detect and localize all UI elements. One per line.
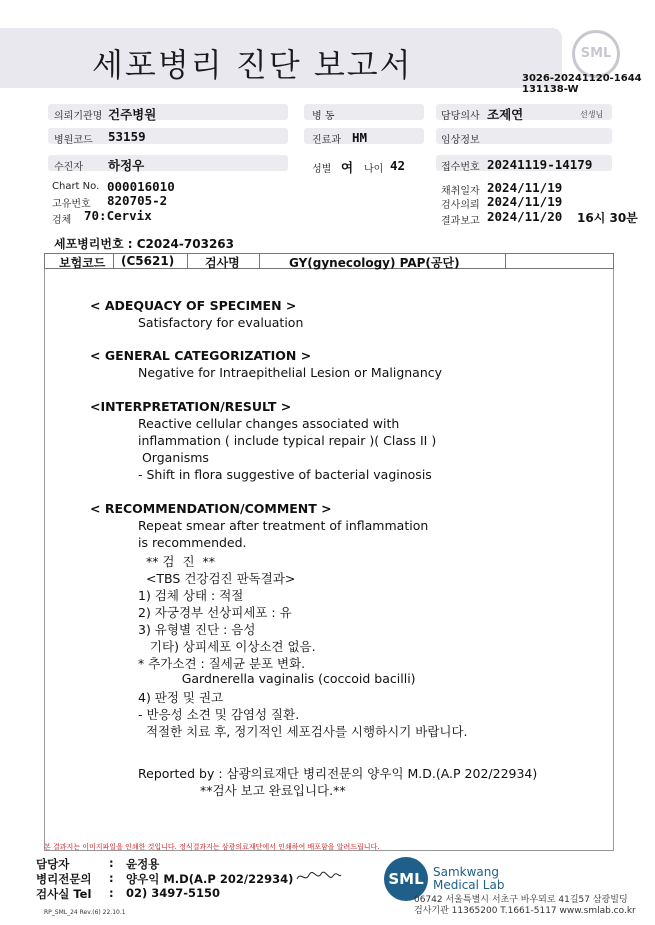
institution-label: 의뢰기관명 bbox=[54, 111, 103, 122]
adequacy-header: < ADEQUACY OF SPECIMEN > bbox=[90, 298, 297, 313]
dept-label: 진료과 bbox=[312, 135, 341, 146]
lab-name-line-1: Samkwang bbox=[433, 865, 499, 879]
specimen-value: 70:Cervix bbox=[84, 208, 152, 223]
reported-by: Reported by : 삼광의료재단 병리전문의 양우익 M.D.(A.P 202/22934) bbox=[138, 766, 538, 781]
recommendation-line: 3) 유형별 진단 : 음성 bbox=[138, 622, 256, 637]
recommendation-line: 4) 판정 및 권고 bbox=[138, 690, 224, 705]
tel-label: 검사실 Tel bbox=[36, 887, 92, 901]
report-title: 세포병리 진단 보고서 bbox=[92, 46, 413, 84]
recommendation-line: 2) 자궁경부 선상피세포 : 유 bbox=[138, 605, 292, 620]
document-code-line-1: 3026-20241120-1644 bbox=[522, 73, 642, 84]
general-text: Negative for Intraepithelial Lesion or Malignancy bbox=[138, 365, 443, 380]
pathologist-label: 병리전문의 bbox=[36, 872, 92, 886]
document-code-line-2: 131138-W bbox=[522, 84, 579, 95]
address-line: 06742 서울특별시 서초구 바우뫼로 41길57 삼광빌딩 bbox=[414, 895, 628, 905]
interpretation-line: inflammation ( include typical repair )( Class II ) bbox=[138, 433, 437, 448]
uid-label: 고유번호 bbox=[52, 199, 91, 210]
age-value: 42 bbox=[390, 158, 406, 173]
lab-address bbox=[414, 895, 636, 917]
doctor-value: 조제연 bbox=[487, 107, 524, 122]
ward-label: 병 동 bbox=[312, 111, 335, 122]
age-label: 나이 bbox=[364, 164, 384, 175]
report-date-label: 결과보고 bbox=[441, 216, 480, 227]
pathologist-value: 양우익 M.D(A.P 202/22934) bbox=[126, 872, 294, 886]
sml-footer-logo-icon: SML bbox=[384, 857, 428, 901]
form-code: RP_SML_24 Rev.(6) 22.10.1 bbox=[44, 909, 126, 916]
signature-icon bbox=[295, 869, 343, 885]
divider bbox=[259, 254, 260, 268]
request-label: 검사의뢰 bbox=[441, 200, 480, 211]
test-name-label: 검사명 bbox=[205, 256, 240, 270]
sex-value: 여 bbox=[341, 160, 354, 175]
sex-label: 성별 bbox=[312, 164, 332, 175]
specimen-label: 검체 bbox=[52, 215, 72, 226]
lab-name-line-2: Medical Lab bbox=[433, 878, 505, 892]
recommendation-line: * 추가소견 : 질세균 분포 변화. bbox=[138, 656, 306, 671]
divider bbox=[113, 254, 114, 268]
recommendation-line: ** 검 진 ** bbox=[138, 554, 215, 569]
patient-pill bbox=[48, 155, 288, 171]
completion-note: **검사 보고 완료입니다.** bbox=[200, 783, 346, 798]
recommendation-line: 1) 검체 상태 : 적절 bbox=[138, 588, 244, 603]
patient-label: 수진자 bbox=[54, 162, 83, 173]
patient-value: 하정우 bbox=[108, 158, 145, 173]
collect-value: 2024/11/19 bbox=[487, 180, 563, 195]
interpretation-line: - Shift in flora suggestive of bacterial vaginosis bbox=[138, 467, 432, 482]
recommendation-line: Gardnerella vaginalis (coccoid bacilli) bbox=[138, 671, 416, 686]
person-value: 윤정용 bbox=[126, 857, 160, 871]
report-date-value: 2024/11/20 bbox=[487, 209, 563, 224]
interpretation-header: <INTERPRETATION/RESULT > bbox=[90, 399, 292, 414]
recommendation-line: <TBS 건강검진 판독결과> bbox=[138, 571, 296, 586]
doctor-suffix: 선생님 bbox=[580, 110, 604, 119]
agency-line: 검사기관 11365200 T.1661-5117 www.smlab.co.kr bbox=[414, 906, 636, 916]
chart-value: 000016010 bbox=[107, 179, 175, 194]
receipt-label: 접수번호 bbox=[441, 162, 480, 173]
pathology-number: 세포병리번호 : C2024-703263 bbox=[54, 237, 234, 251]
lab-name bbox=[433, 866, 504, 892]
divider bbox=[187, 254, 188, 268]
chart-label: Chart No. bbox=[52, 181, 100, 192]
divider bbox=[505, 254, 506, 268]
dept-value: HM bbox=[352, 130, 368, 145]
hospital-code-value: 53159 bbox=[108, 129, 146, 144]
insurance-code-value: (C5621) bbox=[121, 254, 175, 268]
recommendation-line: 기타) 상피세포 이상소견 없음. bbox=[138, 639, 316, 654]
request-value: 2024/11/19 bbox=[487, 194, 563, 209]
hospital-code-label: 병원코드 bbox=[54, 135, 93, 146]
report-frame bbox=[44, 253, 614, 851]
interpretation-line: Organisms bbox=[138, 450, 209, 465]
document-code bbox=[522, 73, 642, 95]
insurance-code-label: 보험코드 bbox=[59, 256, 106, 270]
recommendation-line: 적절한 치료 후, 정기적인 세포검사를 시행하시기 바랍니다. bbox=[138, 724, 468, 739]
recommendation-line: is recommended. bbox=[138, 535, 247, 550]
colon: : bbox=[109, 856, 114, 870]
print-disclaimer: 본 결과지는 이미지파일을 인쇄한 것입니다. 정식결과지는 삼광의료재단에서 인쇄하여 배포함을 알려드립니다. bbox=[44, 843, 380, 851]
recommendation-line: Repeat smear after treatment of inflammation bbox=[138, 518, 429, 533]
clinical-label: 임상정보 bbox=[441, 135, 480, 146]
person-label: 담당자 bbox=[36, 857, 70, 871]
uid-value: 820705-2 bbox=[107, 193, 168, 208]
tel-value: 02) 3497-5150 bbox=[126, 886, 221, 900]
adequacy-text: Satisfactory for evaluation bbox=[138, 315, 304, 330]
test-name-value: GY(gynecology) PAP(공단) bbox=[289, 256, 460, 270]
colon: : bbox=[109, 871, 114, 885]
institution-value: 건주병원 bbox=[108, 107, 157, 122]
receipt-value: 20241119-14179 bbox=[487, 157, 593, 172]
recommendation-line: - 반응성 소견 및 감염성 질환. bbox=[138, 707, 300, 722]
general-header: < GENERAL CATEGORIZATION > bbox=[90, 348, 312, 363]
collect-label: 채취일자 bbox=[441, 186, 480, 197]
doctor-label: 담당의사 bbox=[441, 111, 480, 122]
interpretation-line: Reactive cellular changes associated with bbox=[138, 416, 400, 431]
recommendation-header: < RECOMMENDATION/COMMENT > bbox=[90, 501, 332, 516]
sml-logo-icon: SML bbox=[572, 30, 620, 78]
test-info-row bbox=[44, 253, 614, 269]
report-time-value: 16시 30분 bbox=[577, 211, 638, 225]
colon: : bbox=[109, 886, 114, 900]
